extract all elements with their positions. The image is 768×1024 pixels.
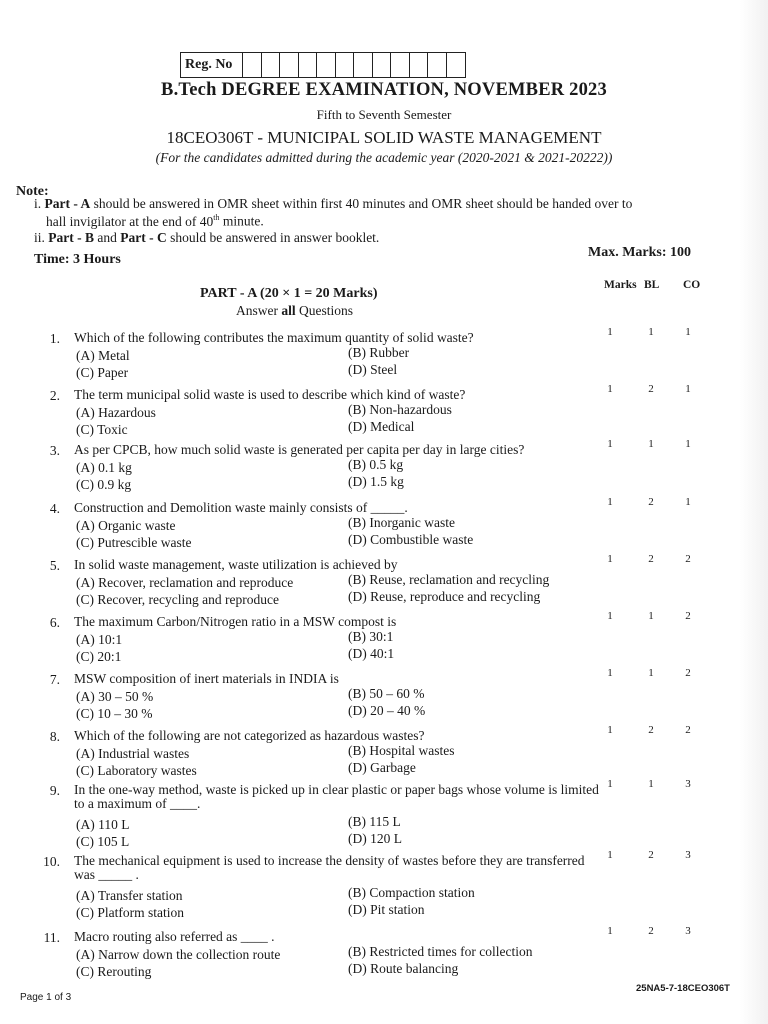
question-text: Which of the following are not categorized as hazardous wastes? [74, 728, 425, 743]
question-bl: 1 [648, 326, 654, 338]
question-co: 1 [685, 438, 691, 450]
admission-note: (For the candidates admitted during the academic year (2020-2021 & 2021-20222)) [155, 150, 613, 165]
option-a: (A) 30 – 50 % [76, 689, 154, 704]
note-prefix: ii. [34, 230, 45, 245]
question-co: 1 [685, 496, 691, 508]
option-a: (A) Industrial wastes [76, 746, 190, 761]
option-b: (B) 50 – 60 % [348, 686, 425, 701]
option-c: (C) Toxic [76, 422, 128, 437]
option-c: (C) 0.9 kg [76, 477, 132, 492]
question-co: 3 [685, 925, 691, 937]
option-a: (A) 110 L [76, 817, 130, 832]
option-b: (B) Restricted times for collection [348, 944, 533, 959]
exam-time: Time: 3 Hours [34, 252, 121, 267]
option-d: (D) 1.5 kg [348, 474, 404, 489]
option-d: (D) Route balancing [348, 961, 459, 976]
question-number: 5. [49, 558, 60, 573]
question-marks: 1 [607, 778, 613, 790]
option-c: (C) Platform station [76, 905, 184, 920]
question-number: 3. [49, 443, 60, 458]
option-c: (C) Paper [76, 365, 129, 380]
option-a: (A) Transfer station [76, 888, 183, 903]
part-a-heading: PART - A (20 × 1 = 20 Marks) [200, 286, 378, 301]
question-bl: 2 [648, 383, 654, 395]
note-item-1 [34, 197, 724, 229]
semester: Fifth to Seventh Semester [316, 107, 452, 122]
option-b: (B) 30:1 [348, 629, 394, 644]
note-item-2 [34, 231, 724, 245]
question-number: 8. [49, 729, 60, 744]
question-co: 1 [685, 326, 691, 338]
reg-no-label: Reg. No [181, 53, 243, 77]
option-c: (C) Putrescible waste [76, 535, 192, 550]
question-number: 10. [43, 854, 60, 869]
question-marks: 1 [607, 438, 613, 450]
reg-no-cell [410, 53, 429, 77]
option-d: (D) 20 – 40 % [348, 703, 426, 718]
question-marks: 1 [607, 724, 613, 736]
option-a: (A) 0.1 kg [76, 460, 132, 475]
question-bl: 1 [648, 667, 654, 679]
column-marks: Marks [604, 279, 637, 291]
note-prefix: i. [34, 196, 42, 211]
option-d: (D) Steel [348, 362, 398, 377]
question-co: 2 [685, 724, 691, 736]
option-b: (B) 115 L [348, 814, 401, 829]
option-c: (C) Recover, recycling and reproduce [76, 592, 279, 607]
question-number: 2. [49, 388, 60, 403]
option-c: (C) Rerouting [76, 964, 152, 979]
option-c: (C) Laboratory wastes [76, 763, 197, 778]
question-marks: 1 [607, 553, 613, 565]
question-co: 3 [685, 778, 691, 790]
note-label: Note: [16, 184, 49, 199]
reg-no-cell [243, 53, 262, 77]
question-bl: 1 [648, 610, 654, 622]
reg-no-cell [428, 53, 447, 77]
option-c: (C) 10 – 30 % [76, 706, 153, 721]
question-text: The mechanical equipment is used to increase the density of wastes before they are transferred was _____ . [74, 853, 585, 882]
option-b: (B) Reuse, reclamation and recycling [348, 572, 550, 587]
note-continuation-end: minute. [219, 213, 264, 229]
question-co: 2 [685, 667, 691, 679]
column-bl: BL [644, 279, 660, 291]
question-marks: 1 [607, 610, 613, 622]
note-bold: Part - B [48, 230, 94, 245]
reg-no-box [180, 52, 466, 78]
option-d: (D) Combustible waste [348, 532, 474, 547]
option-d: (D) Pit station [348, 902, 425, 917]
reg-no-cell [280, 53, 299, 77]
question-marks: 1 [607, 496, 613, 508]
question-text: MSW composition of inert materials in INDIA is [74, 671, 339, 686]
question-bl: 2 [648, 925, 654, 937]
option-b: (B) 0.5 kg [348, 457, 404, 472]
question-text: Macro routing also referred as ____ . [74, 929, 275, 944]
option-b: (B) Inorganic waste [348, 515, 455, 530]
question-number: 6. [49, 615, 60, 630]
question-co: 1 [685, 383, 691, 395]
note-text: and [94, 230, 121, 245]
question-co: 2 [685, 610, 691, 622]
note-continuation: hall invigilator at the end of 40 [46, 213, 214, 229]
question-bl: 1 [648, 778, 654, 790]
reg-no-cell [447, 53, 466, 77]
question-number: 11. [43, 930, 60, 945]
question-number: 4. [49, 501, 60, 516]
question-bl: 2 [648, 496, 654, 508]
question-number: 9. [49, 783, 60, 798]
question-co: 3 [685, 849, 691, 861]
option-a: (A) Hazardous [76, 405, 156, 420]
question-number: 7. [49, 672, 60, 687]
reg-no-cell [299, 53, 318, 77]
question-marks: 1 [607, 383, 613, 395]
question-marks: 1 [607, 849, 613, 861]
option-a: (A) Recover, reclamation and reproduce [76, 575, 294, 590]
option-a: (A) 10:1 [76, 632, 123, 647]
option-d: (D) 40:1 [348, 646, 395, 661]
option-b: (B) Non-hazardous [348, 402, 452, 417]
question-text: The term municipal solid waste is used to describe which kind of waste? [74, 387, 466, 402]
reg-no-cell [336, 53, 355, 77]
course-title: 18CEO306T - MUNICIPAL SOLID WASTE MANAGEMENT [166, 128, 602, 147]
instruction-bold: all [281, 303, 296, 318]
max-marks: Max. Marks: 100 [588, 245, 692, 260]
question-text: The maximum Carbon/Nitrogen ratio in a MSW compost is [74, 614, 397, 629]
reg-no-cells [243, 53, 465, 77]
option-c: (C) 105 L [76, 834, 130, 849]
note-text-2: should be answered in answer booklet. [166, 230, 380, 245]
question-text: In solid waste management, waste utilization is achieved by [74, 557, 398, 572]
exam-title: B.Tech DEGREE EXAMINATION, NOVEMBER 2023 [161, 80, 607, 100]
note-text: should be answered in OMR sheet within first 40 minutes and OMR sheet should be handed over to [90, 196, 633, 211]
reg-no-cell [262, 53, 281, 77]
note-sup: th [213, 213, 220, 222]
option-d: (D) 120 L [348, 831, 402, 846]
option-a: (A) Organic waste [76, 518, 176, 533]
option-a: (A) Metal [76, 348, 130, 363]
reg-no-cell [317, 53, 336, 77]
reg-no-cell [391, 53, 410, 77]
column-co: CO [683, 279, 701, 291]
question-text: In the one-way method, waste is picked up in clear plastic or paper bags whose volume is limited to a maximum of ____. [74, 782, 599, 811]
part-a-instruction [236, 303, 353, 319]
reg-no-cell [373, 53, 392, 77]
option-d: (D) Medical [348, 419, 415, 434]
option-b: (B) Hospital wastes [348, 743, 455, 758]
question-bl: 2 [648, 724, 654, 736]
instruction-pre: Answer [236, 303, 282, 318]
question-marks: 1 [607, 326, 613, 338]
paper-code: 25NA5-7-18CEO306T [636, 983, 730, 994]
reg-no-cell [354, 53, 373, 77]
question-co: 2 [685, 553, 691, 565]
question-text: Which of the following contributes the maximum quantity of solid waste? [74, 330, 474, 345]
note-bold-2: Part - C [120, 230, 167, 245]
instruction-post: Questions [295, 303, 354, 318]
question-bl: 2 [648, 849, 654, 861]
question-marks: 1 [607, 925, 613, 937]
question-text: As per CPCB, how much solid waste is generated per capita per day in large cities? [74, 442, 525, 457]
option-b: (B) Rubber [348, 345, 410, 360]
option-b: (B) Compaction station [348, 885, 475, 900]
question-text: Construction and Demolition waste mainly consists of _____. [74, 500, 408, 515]
note-bold: Part - A [44, 196, 91, 211]
page-number: Page 1 of 3 [20, 992, 72, 1003]
option-d: (D) Garbage [348, 760, 416, 775]
question-marks: 1 [607, 667, 613, 679]
option-d: (D) Reuse, reproduce and recycling [348, 589, 541, 604]
option-a: (A) Narrow down the collection route [76, 947, 281, 962]
question-number: 1. [49, 331, 60, 346]
question-bl: 1 [648, 438, 654, 450]
option-c: (C) 20:1 [76, 649, 122, 664]
question-bl: 2 [648, 553, 654, 565]
